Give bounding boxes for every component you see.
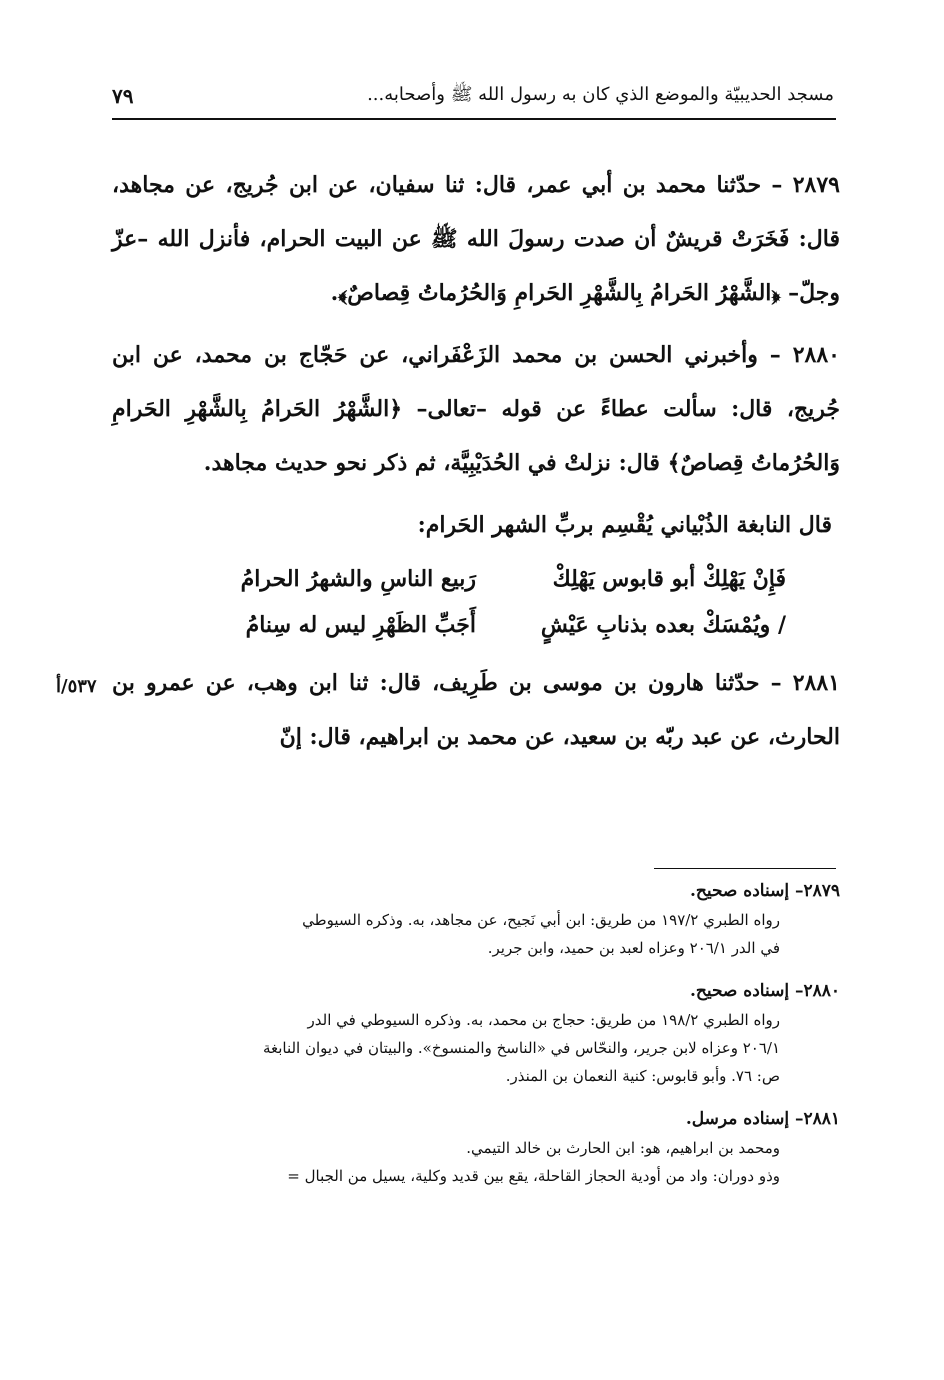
- header-rule: [112, 118, 836, 120]
- running-header: [112, 78, 834, 114]
- footnote-line: في الدر ٢٠٦/١ وعزاه لعبد بن حميد، وابن جرير.: [487, 939, 780, 957]
- page-number: ٧٩: [112, 84, 134, 108]
- footnote-2880: [100, 976, 840, 1090]
- poem-line-2: [112, 602, 840, 648]
- footnote-rule: [654, 868, 836, 869]
- footnote-line: رواه الطبري ١٩٧/٢ من طريق: ابن أبي نَجيح، عن مجاهد، به. وذكره السيوطي: [302, 911, 780, 929]
- hadith-2880: ٢٨٨٠ – وأخبرني الحسن بن محمد الزَعْفَراني، عن حَجّاج بن محمد، عن ابن جُريج، قال: سألت عطاءً عن قوله –تعالى– ﴿الشَّهْرُ الحَرامُ بِالشَّهْرِ الحَرامِ وَالحُرُماتُ قِصاصٌ﴾ قال: نزلتْ في الحُدَيْبِيَّة، ثم ذكر نحو حديث مجاهد.: [112, 342, 840, 476]
- footnote-line: وذو دوران: واد من أودية الحجاز القاحلة، يقع بين قديد وكلية، يسيل من الجبال =: [287, 1167, 780, 1185]
- hadith-2881: ٢٨٨١ – حدّثنا هارون بن موسى بن طَرِيف، قال: ثنا ابن وهب، عن عمرو بن الحارث، عن عبد ربّه بن سعيد، عن محمد بن ابراهيم، قال: إنّ: [112, 670, 840, 750]
- poem-line-2-second-hemistich: أَجَبِّ الظَهْرِ ليس له سِنامُ: [245, 612, 476, 638]
- manuscript-folio-note: ٥٣٧/أ: [56, 676, 97, 697]
- footnote-line: ومحمد بن ابراهيم، هو: ابن الحارث بن خالد التيمي.: [466, 1139, 780, 1157]
- poem-line-1-second-hemistich: رَبيع الناسِ والشهرُ الحرامُ: [240, 566, 476, 592]
- poem-line-1: [112, 556, 840, 602]
- footnote-body: [100, 1134, 840, 1190]
- footnote-line: رواه الطبري ١٩٨/٢ من طريق: حجاج بن محمد، به. وذكره السيوطي في الدر: [307, 1011, 780, 1029]
- footnote-heading: ٢٨٨١– إسناده مرسل.: [685, 1109, 840, 1129]
- poem-intro: قال النابغة الذُبْياني يُقْسِم بربِّ الشهر الحَرام:: [417, 512, 832, 538]
- poem: [112, 556, 840, 648]
- footnote-2879: [100, 876, 840, 962]
- main-text: [112, 158, 840, 772]
- hadith-2879: ٢٨٧٩ – حدّثنا محمد بن أبي عمر، قال: ثنا سفيان، عن ابن جُريج، عن مجاهد، قال: فَخَرَتْ قريشٌ أن صدت رسولَ الله ﷺ عن البيت الحرام، فأنزل الله –عزّ وجلّ– ﴿الشَّهْرُ الحَرامُ بِالشَّهْرِ الحَرامِ وَالحُرُماتُ قِصاصٌ﴾.: [112, 172, 840, 306]
- footnote-heading: ٢٨٧٩– إسناده صحيح.: [689, 881, 840, 901]
- footnote-body: [100, 1006, 840, 1090]
- running-title: مسجد الحديبيّة والموضع الذي كان به رسول الله ﷺ وأصحابه...: [367, 84, 834, 105]
- poem-line-2-first-hemistich: / ويُمْسَكْ بعده بذنابِ عَيْشٍ: [540, 612, 786, 638]
- footnote-line: ص: ٧٦. وأبو قابوس: كنية النعمان بن المنذر.: [505, 1067, 780, 1085]
- poem-line-1-first-hemistich: فَإِنْ يَهْلِكْ أبو قابوس يَهْلِكْ: [552, 566, 786, 592]
- footnote-body: [100, 906, 840, 962]
- footnote-heading: ٢٨٨٠– إسناده صحيح.: [689, 981, 840, 1001]
- footnote-line: ٢٠٦/١ وعزاه لابن جرير، والنحّاس في «الناسخ والمنسوخ». والبيتان في ديوان النابغة: [262, 1039, 780, 1057]
- footnote-2881: [100, 1104, 840, 1190]
- footnotes: [100, 876, 840, 1204]
